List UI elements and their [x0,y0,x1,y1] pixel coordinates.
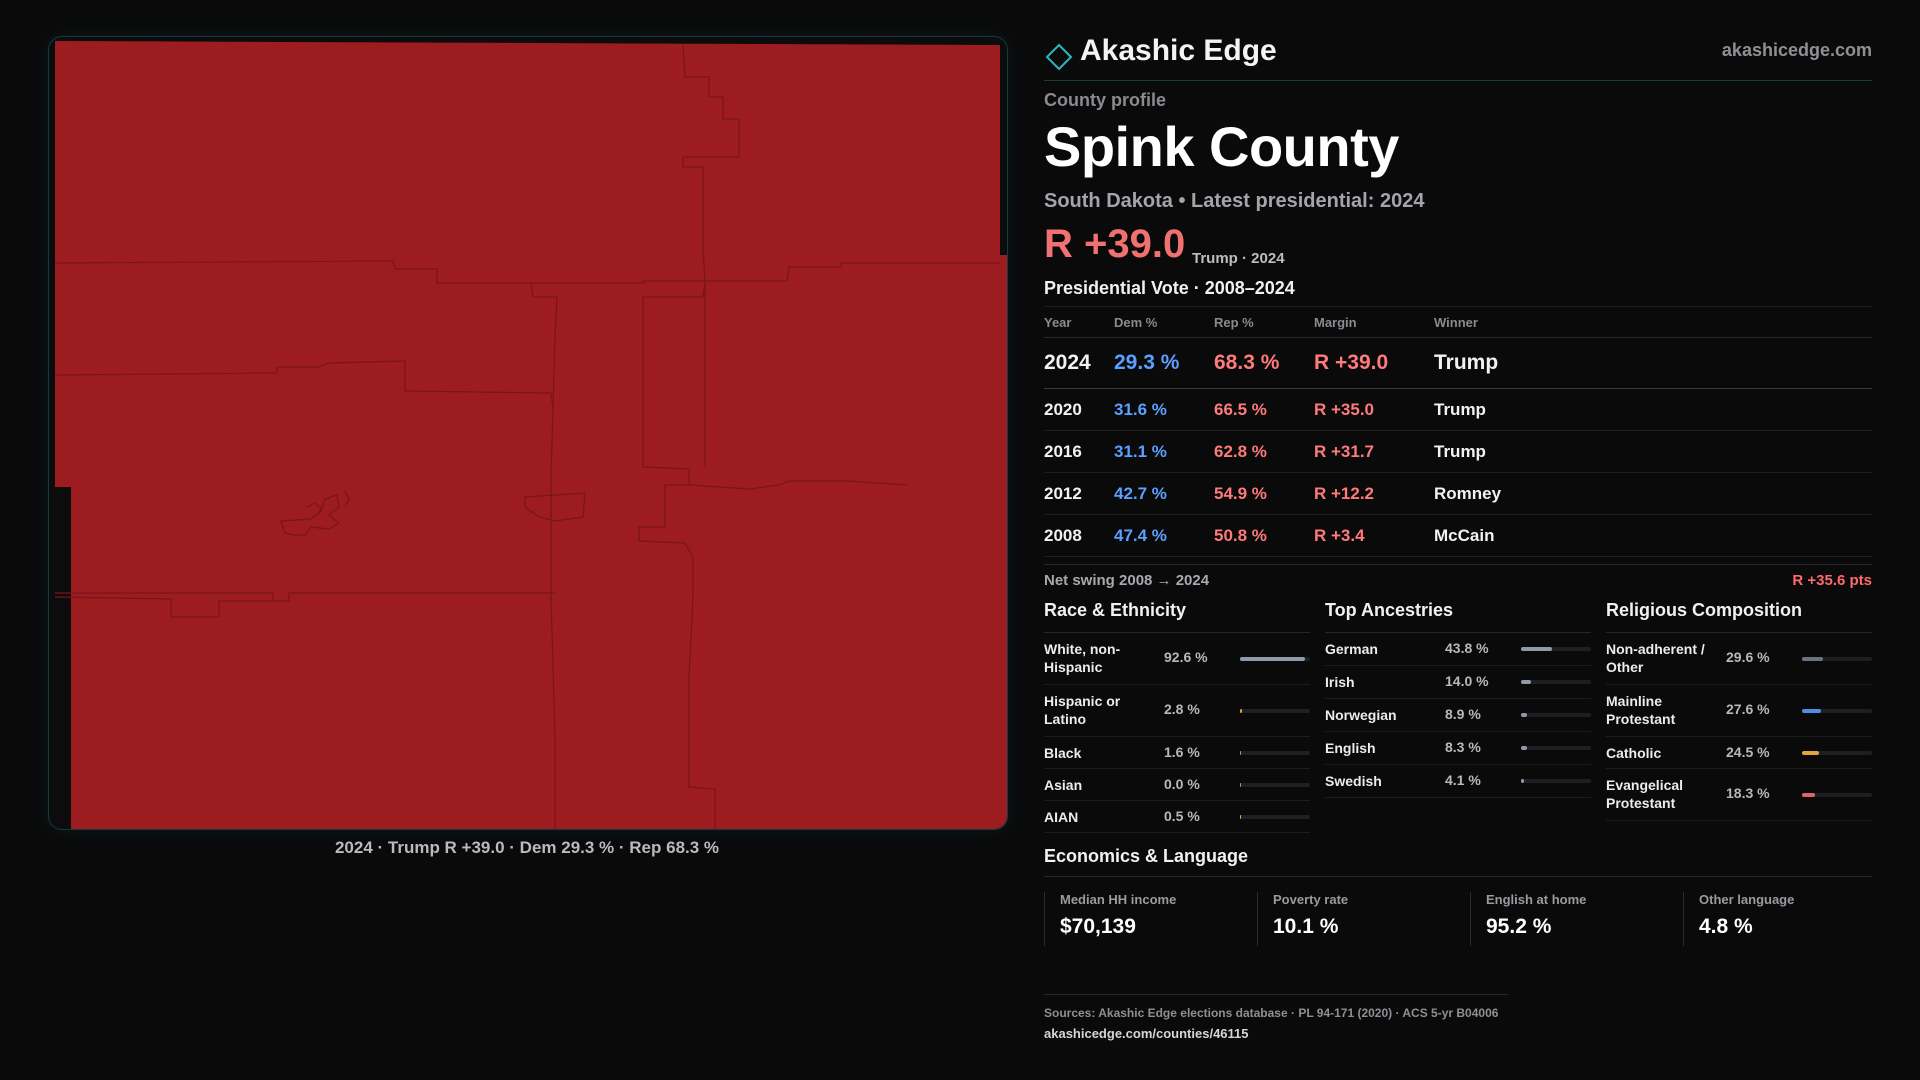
item-bar [1240,709,1310,713]
item-label: Swedish [1325,773,1382,789]
religion-section [1606,600,1872,821]
item-bar-fill [1802,709,1821,713]
row-rep: 62.8 % [1214,431,1314,473]
economics-title: Economics & Language [1044,846,1249,866]
item-bar-fill [1521,779,1524,783]
list-item [1044,737,1310,769]
item-percent: 2.8 % [1164,701,1200,717]
row-rep: 66.5 % [1214,389,1314,431]
econ-stat-english [1470,892,1682,946]
table-row [1044,338,1872,389]
page-title: Spink County [1044,115,1399,178]
econ-label: Median HH income [1060,892,1177,907]
table-row [1044,431,1872,473]
item-bar-fill [1240,751,1241,755]
row-rep: 54.9 % [1214,473,1314,515]
table-row [1044,473,1872,515]
item-percent: 0.5 % [1164,808,1200,824]
item-label: Asian [1044,777,1083,793]
econ-stat-poverty [1257,892,1469,946]
ancestry-title: Top Ancestries [1325,600,1591,633]
col-dem: Dem % [1114,307,1214,338]
item-bar [1240,657,1310,661]
list-item [1044,633,1310,685]
item-percent: 43.8 % [1445,640,1489,656]
item-label: Evangelical Protestant [1606,777,1684,811]
presidential-vote-table [1044,306,1872,557]
row-margin: R +12.2 [1314,473,1434,515]
race-title: Race & Ethnicity [1044,600,1310,633]
race-ethnicity-section [1044,600,1310,833]
econ-stat-income [1044,892,1256,946]
list-item [1044,769,1310,801]
item-label: Catholic [1606,745,1662,761]
row-winner: Romney [1434,473,1872,515]
item-percent: 0.0 % [1164,776,1200,792]
item-bar [1240,783,1310,787]
row-year: 2016 [1044,431,1114,473]
row-margin: R +31.7 [1314,431,1434,473]
brand-url[interactable]: akashicedge.com [1721,40,1872,60]
item-label: Hispanic or Latino [1044,693,1121,727]
headline-margin: R +39.0 [1044,222,1186,266]
item-bar-fill [1240,815,1241,819]
list-item [1606,769,1872,821]
item-bar-fill [1521,713,1527,717]
item-percent: 27.6 % [1726,701,1770,717]
item-bar-fill [1802,751,1819,755]
divider [1044,994,1508,995]
county-map[interactable] [48,36,1008,830]
item-bar [1802,657,1872,661]
col-margin: Margin [1314,307,1434,338]
list-item [1325,765,1591,798]
swing-value: R +35.6 pts [1792,572,1872,589]
county-subtitle: South Dakota • Latest presidential: 2024 [1044,190,1425,212]
econ-label: Poverty rate [1273,892,1349,907]
item-bar [1240,751,1310,755]
econ-stat-other-language [1683,892,1871,946]
col-rep: Rep % [1214,307,1314,338]
row-dem: 31.6 % [1114,389,1214,431]
map-caption: 2024 · Trump R +39.0 · Dem 29.3 % · Rep 68.3 % [334,838,720,857]
row-year: 2008 [1044,515,1114,557]
county-link[interactable]: akashicedge.com/counties/46115 [1044,1026,1249,1041]
col-winner: Winner [1434,307,1872,338]
item-percent: 92.6 % [1164,649,1208,665]
row-year: 2024 [1044,338,1114,389]
item-bar-fill [1240,709,1242,713]
county-shape [55,41,1007,829]
item-label: AIAN [1044,809,1079,825]
ancestry-section [1325,600,1591,798]
item-label: Black [1044,745,1082,761]
diamond-logo-icon [1044,42,1074,72]
econ-label: English at home [1486,892,1587,907]
list-item [1325,666,1591,699]
econ-value: $70,139 [1060,915,1136,938]
item-label: White, non-Hispanic [1044,641,1121,675]
item-bar [1521,647,1591,651]
item-label: Norwegian [1325,707,1397,723]
item-bar-fill [1521,746,1527,750]
sources-note: Sources: Akashic Edge elections database · PL 94-171 (2020) · ACS 5-yr B04006 [1044,1006,1499,1020]
item-bar [1521,746,1591,750]
table-row [1044,389,1872,431]
econ-label: Other language [1699,892,1795,907]
row-winner: Trump [1434,431,1872,473]
item-percent: 14.0 % [1445,673,1489,689]
item-label: German [1325,641,1378,657]
item-percent: 29.6 % [1726,649,1770,665]
list-item [1044,801,1310,833]
swing-label: Net swing 2008 → 2024 [1044,572,1210,589]
item-bar [1240,815,1310,819]
item-percent: 18.3 % [1726,785,1770,801]
item-bar [1802,793,1872,797]
item-bar-fill [1521,647,1552,651]
econ-value: 10.1 % [1273,915,1339,938]
item-percent: 8.3 % [1445,739,1481,755]
religion-title: Religious Composition [1606,600,1872,633]
row-rep: 68.3 % [1214,338,1314,389]
row-year: 2020 [1044,389,1114,431]
item-bar [1802,751,1872,755]
econ-value: 4.8 % [1699,915,1753,938]
col-year: Year [1044,307,1114,338]
item-bar [1802,709,1872,713]
row-winner: Trump [1434,389,1872,431]
item-bar-fill [1521,680,1531,684]
item-bar [1521,713,1591,717]
brand-name: Akashic Edge [1080,34,1277,67]
profile-kicker: County profile [1044,90,1166,110]
econ-value: 95.2 % [1486,915,1552,938]
divider [1044,876,1872,877]
row-winner: McCain [1434,515,1872,557]
row-dem: 29.3 % [1114,338,1214,389]
row-margin: R +35.0 [1314,389,1434,431]
row-rep: 50.8 % [1214,515,1314,557]
row-dem: 42.7 % [1114,473,1214,515]
row-year: 2012 [1044,473,1114,515]
item-bar-fill [1240,657,1305,661]
item-percent: 24.5 % [1726,744,1770,760]
item-label: Irish [1325,674,1355,690]
headline-margin-note: Trump · 2024 [1192,250,1285,267]
row-dem: 47.4 % [1114,515,1214,557]
item-bar [1521,779,1591,783]
table-row [1044,515,1872,557]
list-item [1044,685,1310,737]
item-label: Non-adherent / Other [1606,641,1705,675]
item-percent: 4.1 % [1445,772,1481,788]
item-percent: 8.9 % [1445,706,1481,722]
list-item [1606,633,1872,685]
item-percent: 1.6 % [1164,744,1200,760]
list-item [1325,732,1591,765]
item-bar-fill [1240,783,1241,787]
list-item [1325,633,1591,666]
list-item [1325,699,1591,732]
votes-title: Presidential Vote · 2008–2024 [1044,278,1295,298]
item-label: Mainline Protestant [1606,693,1676,727]
item-label: English [1325,740,1376,756]
item-bar-fill [1802,793,1815,797]
row-winner: Trump [1434,338,1872,389]
list-item [1606,685,1872,737]
brand-header [1044,30,1872,81]
divider [1044,564,1872,565]
item-bar-fill [1802,657,1823,661]
row-margin: R +39.0 [1314,338,1434,389]
row-margin: R +3.4 [1314,515,1434,557]
row-dem: 31.1 % [1114,431,1214,473]
item-bar [1521,680,1591,684]
list-item [1606,737,1872,769]
